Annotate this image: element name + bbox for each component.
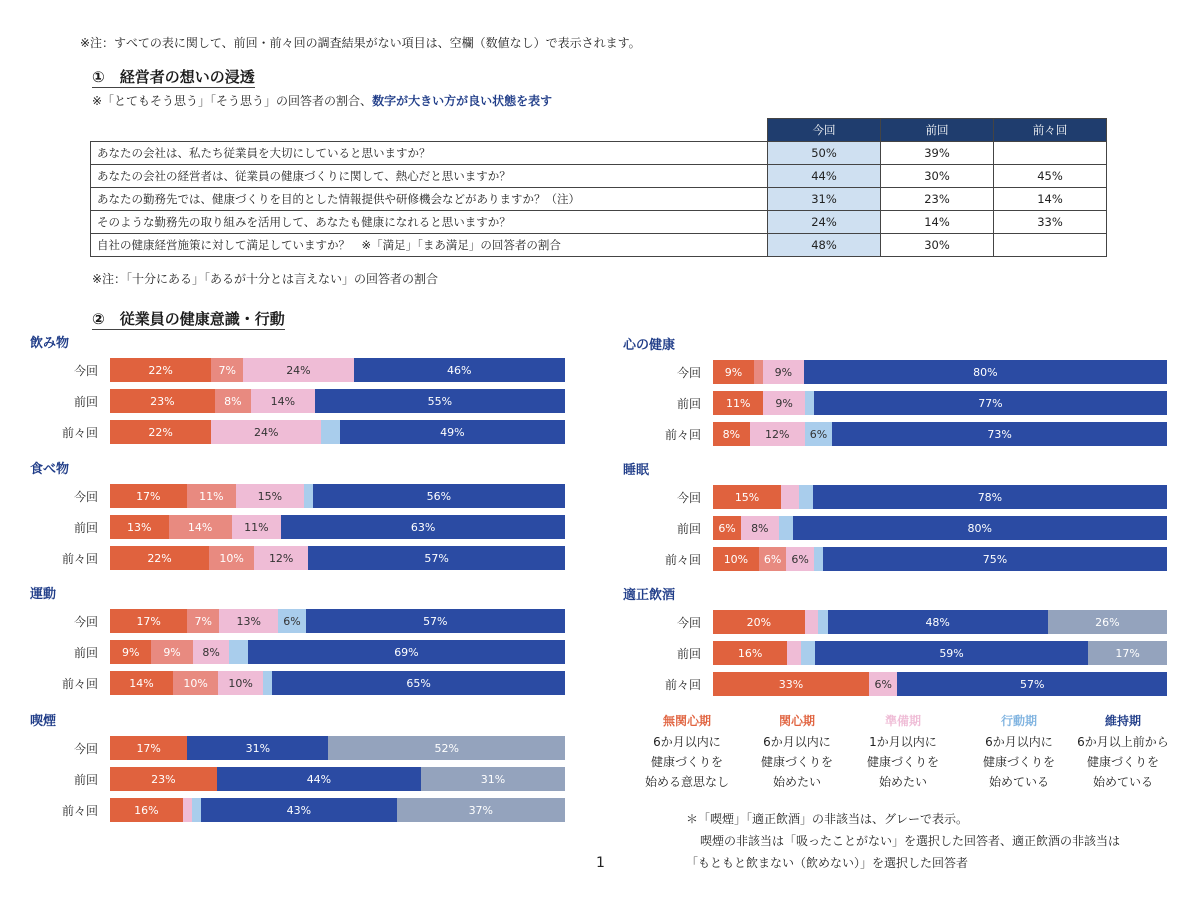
row-label: 今回: [73, 364, 98, 378]
bar-segment: 10%: [173, 671, 218, 695]
bar-segment: 20%: [713, 610, 805, 634]
table-row: [91, 211, 1107, 234]
value-previous2: [994, 142, 1107, 165]
bar-segment: 33%: [713, 672, 869, 696]
row-label: 前回: [73, 646, 98, 660]
stacked-bar: [110, 420, 565, 444]
footnote-line-1: ＊「喫煙」「適正飲酒」の非該当は、グレーで表示。: [686, 812, 969, 826]
bar-segment: 48%: [828, 610, 1048, 634]
table-row: [91, 188, 1107, 211]
legend-desc: 始める意思なし: [644, 775, 729, 789]
bar-segment: 14%: [251, 389, 315, 413]
row-label: 今回: [73, 490, 98, 504]
legend-desc: 始めたい: [878, 775, 927, 789]
row-label: 今回: [676, 491, 701, 505]
value-previous2: [994, 234, 1107, 257]
legend-desc: 6か月以上前から: [1077, 735, 1169, 749]
row-label: 今回: [73, 615, 98, 629]
bar-segment: [801, 641, 815, 665]
bar-segment: 63%: [281, 515, 565, 539]
section1-subtitle-prefix: ※「とてもそう思う」「そう思う」の回答者の割合、: [92, 94, 373, 108]
stacked-bar: [110, 640, 565, 664]
value-previous2: 14%: [994, 188, 1107, 211]
bar-segment: 9%: [110, 640, 151, 664]
bar-segment: 80%: [793, 516, 1167, 540]
legend-desc: 健康づくりを: [760, 755, 833, 769]
question-text: あなたの会社の経営者は、従業員の健康づくりに関して、熱心だと思いますか？: [91, 165, 768, 188]
row-label: 前回: [676, 522, 701, 536]
table-row: [91, 234, 1107, 257]
stacked-bar: [713, 360, 1167, 384]
bar-segment: 11%: [232, 515, 282, 539]
bar-segment: 80%: [804, 360, 1167, 384]
value-previous2: 45%: [994, 165, 1107, 188]
bar-segment: [781, 485, 799, 509]
legend-title: 無関心期: [662, 714, 711, 728]
bar-segment: 10%: [218, 671, 263, 695]
stacked-bar: [110, 767, 565, 791]
table-row: [91, 142, 1107, 165]
survey-table: [90, 118, 1107, 257]
bar-segment: 57%: [897, 672, 1167, 696]
row-label: 前々回: [664, 553, 701, 567]
bar-segment: [787, 641, 801, 665]
stacked-bar: [110, 609, 565, 633]
row-label: 今回: [676, 616, 701, 630]
stacked-bar: [713, 391, 1167, 415]
question-text: あなたの会社は、私たち従業員を大切にしていると思いますか？: [91, 142, 768, 165]
section1-subtitle-emph: 数字が大きい方が良い状態を表す: [372, 94, 553, 108]
bar-segment: 43%: [201, 798, 397, 822]
legend-desc: 健康づくりを: [650, 755, 723, 769]
legend-desc: 健康づくりを: [982, 755, 1055, 769]
bar-segment: 14%: [110, 671, 173, 695]
legend-title: 行動期: [1000, 714, 1037, 728]
bar-segment: 52%: [328, 736, 565, 760]
bar-segment: 57%: [308, 546, 565, 570]
bar-segment: 8%: [741, 516, 778, 540]
bar-segment: 6%: [869, 672, 897, 696]
row-label: 前回: [676, 647, 701, 661]
bar-segment: 23%: [110, 389, 215, 413]
legend-title: 維持期: [1104, 714, 1141, 728]
bar-segment: 15%: [236, 484, 304, 508]
bar-segment: 26%: [1048, 610, 1167, 634]
value-current: 24%: [768, 211, 881, 234]
legend-desc: 6か月以内に: [985, 735, 1053, 749]
bar-segment: 7%: [211, 358, 243, 382]
table-row: [91, 165, 1107, 188]
bar-segment: [754, 360, 763, 384]
bar-segment: 65%: [272, 671, 565, 695]
stacked-bar: [110, 515, 565, 539]
section1-subtitle: [92, 92, 552, 109]
legend-title: 関心期: [778, 714, 815, 728]
bar-segment: 12%: [750, 422, 805, 446]
stacked-bar: [110, 671, 565, 695]
bar-segment: [814, 547, 823, 571]
value-previous: 30%: [881, 234, 994, 257]
stacked-bar: [713, 641, 1167, 665]
legend-desc: 始めている: [1092, 775, 1153, 789]
header-current: 今回: [768, 119, 881, 142]
top-note: ※注：すべての表に関して、前回・前々回の調査結果がない項目は、空欄（数値なし）で表示されます。: [80, 36, 641, 50]
page-number: 1: [596, 855, 605, 871]
footnote-line-2: 喫煙の非該当は「吸ったことがない」を選択した回答者、適正飲酒の非該当は: [700, 834, 1121, 848]
header-previous: 前回: [881, 119, 994, 142]
stacked-bar: [110, 484, 565, 508]
legend-desc: 健康づくりを: [866, 755, 939, 769]
row-label: 前々回: [61, 552, 98, 566]
bar-segment: 31%: [187, 736, 328, 760]
row-label: 前々回: [664, 678, 701, 692]
bar-segment: 6%: [805, 422, 833, 446]
section1-note: ※注：「十分にある」「あるが十分とは言えない」の回答者の割合: [92, 272, 439, 286]
bar-segment: 13%: [219, 609, 278, 633]
bar-segment: 6%: [786, 547, 814, 571]
value-current: 31%: [768, 188, 881, 211]
bar-segment: 16%: [110, 798, 183, 822]
bar-segment: [805, 391, 814, 415]
bar-segment: [304, 484, 313, 508]
bar-segment: 49%: [340, 420, 565, 444]
bar-segment: 75%: [823, 547, 1167, 571]
bar-segment: 24%: [211, 420, 321, 444]
table-header-blank: [91, 119, 768, 142]
bar-segment: 17%: [110, 736, 187, 760]
bar-segment: 55%: [315, 389, 565, 413]
bar-segment: 22%: [110, 420, 211, 444]
legend-desc: 6か月以内に: [653, 735, 721, 749]
bar-segment: 17%: [110, 484, 187, 508]
stacked-bar: [713, 610, 1167, 634]
bar-segment: 37%: [397, 798, 565, 822]
bar-segment: 12%: [254, 546, 308, 570]
chart-title: 心の健康: [623, 338, 676, 353]
value-previous: 30%: [881, 165, 994, 188]
row-label: 今回: [676, 366, 701, 380]
row-label: 前々回: [61, 677, 98, 691]
bar-segment: 22%: [110, 358, 211, 382]
question-text: 自社の健康経営施策に対して満足していますか？ ※「満足」「まあ満足」の回答者の割合: [91, 234, 768, 257]
bar-segment: 10%: [713, 547, 759, 571]
row-label: 前々回: [664, 428, 701, 442]
bar-segment: 57%: [306, 609, 565, 633]
bar-segment: 56%: [313, 484, 565, 508]
question-text: そのような勤務先の取り組みを活用して、あなたも健康になれると思いますか？: [91, 211, 768, 234]
row-label: 前回: [676, 397, 701, 411]
bar-segment: 69%: [248, 640, 565, 664]
value-previous2: 33%: [994, 211, 1107, 234]
bar-segment: 73%: [832, 422, 1167, 446]
bar-segment: 6%: [278, 609, 305, 633]
bar-segment: 13%: [110, 515, 169, 539]
chart-title: 睡眠: [623, 463, 650, 478]
bar-segment: [818, 610, 827, 634]
value-previous: 23%: [881, 188, 994, 211]
stacked-bar: [713, 485, 1167, 509]
chart-title: 適正飲酒: [623, 588, 676, 603]
bar-segment: [192, 798, 201, 822]
bar-segment: 8%: [215, 389, 251, 413]
stacked-bar: [713, 516, 1167, 540]
header-previous2: 前々回: [994, 119, 1107, 142]
stacked-bar: [110, 389, 565, 413]
bar-segment: 9%: [151, 640, 192, 664]
bar-segment: 9%: [763, 360, 804, 384]
bar-segment: 22%: [110, 546, 209, 570]
section1-title: ① 経営者の想いの浸透: [92, 68, 255, 86]
row-label: 前回: [73, 773, 98, 787]
bar-segment: [321, 420, 339, 444]
legend-desc: 健康づくりを: [1086, 755, 1159, 769]
bar-segment: 11%: [713, 391, 763, 415]
bar-segment: 6%: [713, 516, 741, 540]
bar-segment: 6%: [759, 547, 787, 571]
bar-segment: 31%: [421, 767, 565, 791]
bar-segment: 24%: [243, 358, 353, 382]
bar-segment: 14%: [169, 515, 232, 539]
stacked-bar: [110, 546, 565, 570]
bar-segment: 15%: [713, 485, 781, 509]
row-label: 前回: [73, 395, 98, 409]
bar-segment: 59%: [815, 641, 1088, 665]
stacked-bar: [110, 798, 565, 822]
bar-segment: 8%: [193, 640, 230, 664]
legend-desc: 始めたい: [772, 775, 821, 789]
bar-segment: 23%: [110, 767, 217, 791]
value-previous: 39%: [881, 142, 994, 165]
bar-segment: 11%: [187, 484, 237, 508]
bar-segment: [263, 671, 272, 695]
stacked-bar: [110, 736, 565, 760]
section2-title: ② 従業員の健康意識・行動: [92, 310, 285, 328]
chart-title: 運動: [30, 587, 57, 602]
row-label: 前々回: [61, 426, 98, 440]
bar-segment: 9%: [763, 391, 804, 415]
bar-segment: 78%: [813, 485, 1167, 509]
legend-desc: 始めている: [988, 775, 1049, 789]
row-label: 前回: [73, 521, 98, 535]
value-current: 48%: [768, 234, 881, 257]
legend-desc: 1か月以内に: [869, 735, 937, 749]
row-label: 前々回: [61, 804, 98, 818]
legend-desc: 6か月以内に: [763, 735, 831, 749]
bar-segment: 9%: [713, 360, 754, 384]
bar-segment: [799, 485, 813, 509]
value-previous: 14%: [881, 211, 994, 234]
bar-segment: 17%: [110, 609, 187, 633]
footnote-line-3: 「もともと飲まない（飲めない）」を選択した回答者: [686, 856, 969, 870]
bar-segment: [779, 516, 793, 540]
question-text: あなたの勤務先では、健康づくりを目的とした情報提供や研修機会などがありますか？（注）: [91, 188, 768, 211]
bar-segment: 77%: [814, 391, 1167, 415]
chart-title: 食べ物: [30, 462, 70, 477]
bar-segment: 46%: [354, 358, 565, 382]
bar-segment: 44%: [217, 767, 421, 791]
bar-segment: 10%: [209, 546, 254, 570]
bar-segment: [183, 798, 192, 822]
bar-segment: 7%: [187, 609, 219, 633]
chart-title: 喫煙: [30, 714, 57, 729]
chart-title: 飲み物: [30, 336, 70, 351]
stacked-bar: [713, 672, 1167, 696]
legend-title: 準備期: [884, 714, 921, 728]
bar-segment: [229, 640, 247, 664]
bar-segment: 16%: [713, 641, 787, 665]
bar-segment: [805, 610, 819, 634]
value-current: 50%: [768, 142, 881, 165]
bar-segment: 17%: [1088, 641, 1167, 665]
bar-segment: 8%: [713, 422, 750, 446]
stacked-bar: [713, 422, 1167, 446]
stacked-bar: [110, 358, 565, 382]
stacked-bar: [713, 547, 1167, 571]
row-label: 今回: [73, 742, 98, 756]
value-current: 44%: [768, 165, 881, 188]
